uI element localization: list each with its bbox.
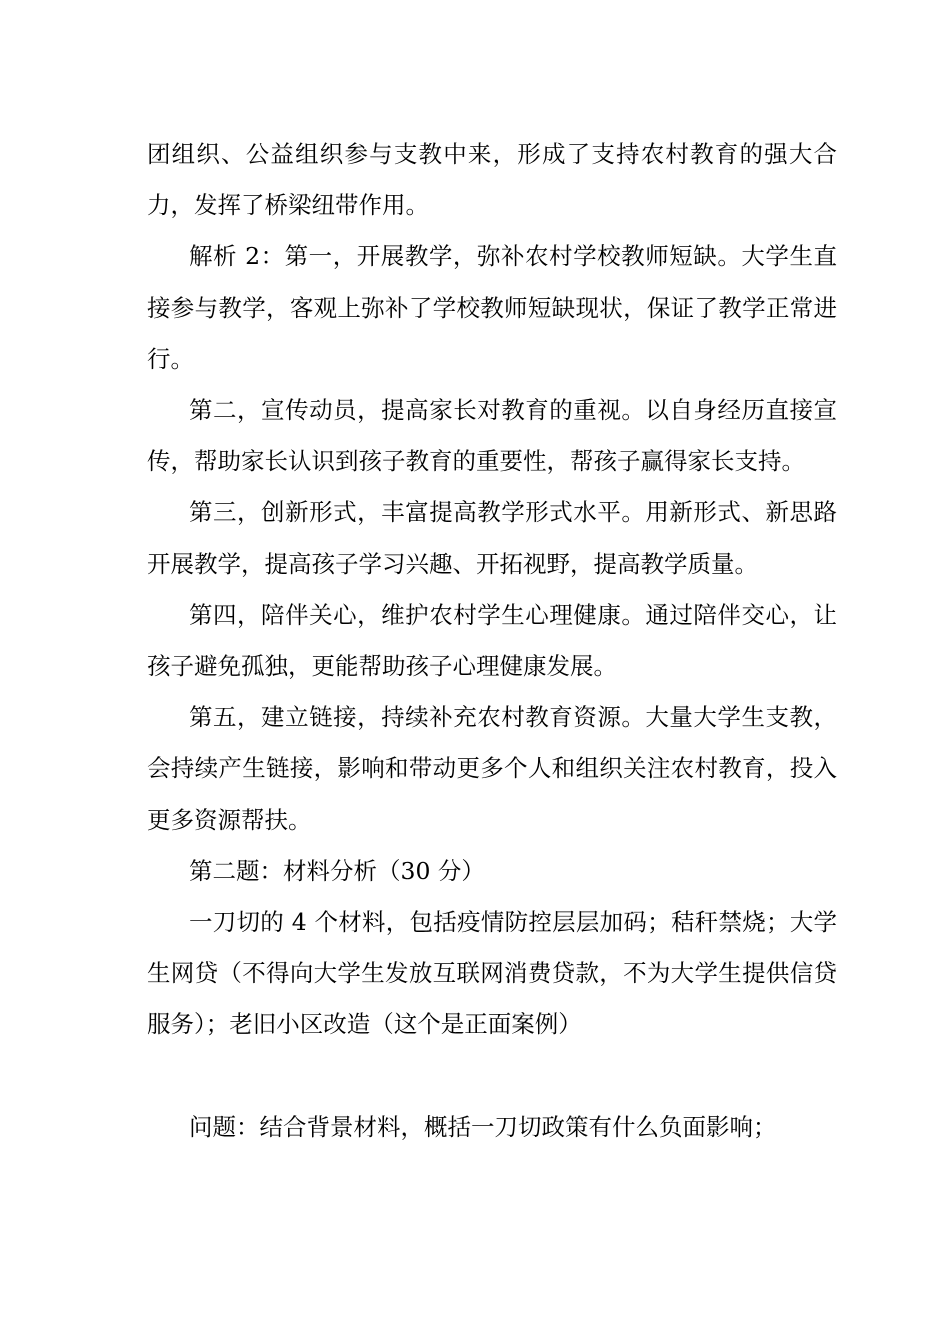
blank-line <box>147 1051 837 1102</box>
paragraph-continuation: 团组织、公益组织参与支教中来，形成了支持农村教育的强大合力，发挥了桥梁纽带作用。 <box>147 140 837 220</box>
paragraph-second-point: 第二，宣传动员，提高家长对教育的重视。以自身经历直接宣传，帮助家长认识到孩子教育的重要性，帮孩子赢得家长支持。 <box>147 396 837 476</box>
paragraph-question: 问题：结合背景材料，概括一刀切政策有什么负面影响； <box>189 1112 777 1141</box>
section-heading-question-2: 第二题：材料分析（30 分） <box>189 856 485 885</box>
paragraph-analysis-2-first: 解析 2：第一，开展教学，弥补农村学校教师短缺。大学生直接参与教学，客观上弥补了学校教师短缺现状，保证了教学正常进行。 <box>147 242 837 373</box>
paragraph-fourth-point: 第四，陪伴关心，维护农村学生心理健康。通过陪伴交心，让孩子避免孤独，更能帮助孩子心理健康发展。 <box>147 600 837 681</box>
document-body <box>147 129 837 1153</box>
paragraph-fifth-point: 第五，建立链接，持续补充农村教育资源。大量大学生支教，会持续产生链接，影响和带动更多个人和组织关注农村教育，投入更多资源帮扶。 <box>147 703 837 834</box>
paragraph-materials: 一刀切的 4 个材料，包括疫情防控层层加码；秸秆禁烧；大学生网贷（不得向大学生发放互联网消费贷款，不为大学生提供信贷服务）；老旧小区改造（这个是正面案例） <box>147 908 837 1039</box>
paragraph-third-point: 第三，创新形式，丰富提高教学形式水平。用新形式、新思路开展教学，提高孩子学习兴趣、开拓视野，提高教学质量。 <box>147 498 837 578</box>
